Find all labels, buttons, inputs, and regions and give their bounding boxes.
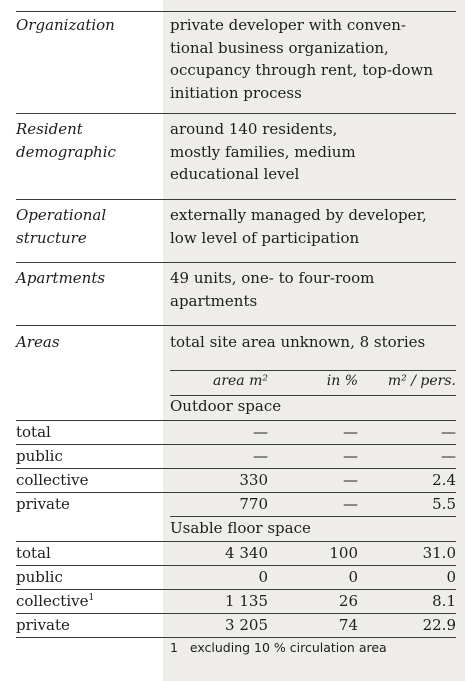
- section-value-operational-structure: externally managed by developer, low level of participation: [170, 206, 427, 247]
- cell-area: 770: [239, 495, 268, 513]
- divider: [16, 468, 456, 469]
- divider: [16, 11, 456, 12]
- divider: [16, 113, 456, 114]
- table-header-rule: [170, 370, 456, 371]
- floor-space-title: Usable floor space: [170, 519, 311, 537]
- footnote-mark: 1: [170, 640, 178, 655]
- cell-percent: 100: [329, 544, 358, 562]
- divider: [170, 516, 456, 517]
- row-label: private: [16, 616, 70, 634]
- cell-per-person: —: [441, 447, 456, 465]
- column-header-percent: in %: [326, 373, 358, 389]
- divider: [16, 199, 456, 200]
- row-label: public: [16, 447, 63, 465]
- divider: [16, 420, 456, 421]
- divider: [16, 565, 456, 566]
- section-label-resident-demographic: Resident demographic: [16, 120, 116, 161]
- row-label: private: [16, 495, 70, 513]
- cell-area: 330: [239, 471, 268, 489]
- section-value-resident-demographic: around 140 residents, mostly families, medium educational level: [170, 120, 356, 183]
- cell-percent: —: [343, 423, 358, 441]
- footnote-ref: 1: [88, 593, 95, 603]
- cell-area: —: [253, 423, 268, 441]
- cell-per-person: 5.5: [432, 495, 456, 513]
- outdoor-space-title: Outdoor space: [170, 397, 282, 415]
- cell-percent: —: [343, 447, 358, 465]
- section-label-areas: Areas: [16, 333, 60, 351]
- section-value-apartments: 49 units, one- to four-room apartments: [170, 269, 375, 310]
- divider: [16, 325, 456, 326]
- cell-per-person: —: [441, 423, 456, 441]
- cell-area: 1 135: [225, 592, 268, 610]
- cell-per-person: 22.9: [422, 616, 456, 634]
- cell-area: —: [253, 447, 268, 465]
- cell-per-person: 0: [446, 568, 456, 586]
- divider: [16, 541, 456, 542]
- section-value-organization: private developer with conven- tional business organization, occupancy through rent, top-down initiation process: [170, 16, 434, 102]
- row-label: total: [16, 423, 51, 441]
- column-header-area: area m²: [212, 373, 268, 389]
- row-label: collective: [16, 471, 89, 489]
- section-value-areas: total site area unknown, 8 stories: [170, 333, 426, 351]
- divider: [16, 444, 456, 445]
- row-label: public: [16, 568, 63, 586]
- cell-per-person: 2.4: [432, 471, 456, 489]
- row-label: total: [16, 544, 51, 562]
- cell-area: 3 205: [225, 616, 268, 634]
- divider: [16, 492, 456, 493]
- cell-percent: 74: [338, 616, 358, 634]
- row-label-text: collective: [16, 592, 89, 610]
- cell-area: 0: [258, 568, 268, 586]
- section-label-organization: Organization: [16, 16, 115, 34]
- footnote-text: excluding 10 % circulation area: [189, 640, 387, 655]
- divider: [16, 589, 456, 590]
- table-header-rule: [170, 395, 456, 396]
- divider: [16, 262, 456, 263]
- divider: [16, 637, 456, 638]
- cell-percent: —: [343, 471, 358, 489]
- footnote: [170, 640, 387, 655]
- section-label-apartments: Apartments: [16, 269, 106, 287]
- row-label: [16, 592, 94, 610]
- cell-area: 4 340: [225, 544, 268, 562]
- cell-per-person: 8.1: [432, 592, 456, 610]
- cell-percent: —: [343, 495, 358, 513]
- column-header-per-person: m² / pers.: [387, 373, 456, 389]
- cell-percent: 0: [348, 568, 358, 586]
- section-label-operational-structure: Operational structure: [16, 206, 107, 247]
- cell-percent: 26: [338, 592, 358, 610]
- cell-per-person: 31.0: [422, 544, 456, 562]
- divider: [16, 613, 456, 614]
